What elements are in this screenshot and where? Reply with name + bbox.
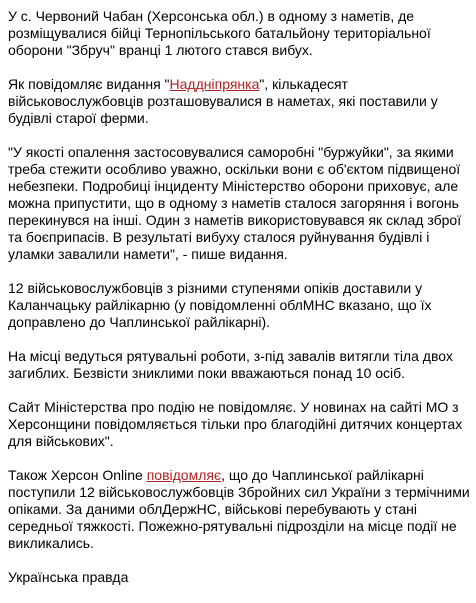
paragraph-6: Сайт Міністерства про подію не повідомляє. У новинах на сайті МО з Херсонщини повідомляється тільки про благодійні дитячих концертах для військових". <box>8 399 463 449</box>
paragraph-4: 12 військовослужбовців з різними ступенями опіків доставили у Каланчацьку райлікарню (у повідомленні облМНС вказано, що їх доправлено до Чаплинської райлікарні). <box>8 280 432 330</box>
naddniprianka-link[interactable]: Наддніпрянка <box>169 76 260 92</box>
paragraph-7-text-end: , що до Чаплинської райлікарні поступили 12 військовослужбовців Збройних сил України з термічними опіками. За даними облДержНС, військові перебувають у стані середньої тяжкості. Пожежно-рятувальні підрозділи на місце події не викликались. <box>8 467 470 551</box>
paragraph-2-text-start: Як повідомляє видання " <box>8 76 170 92</box>
paragraph-2-text-end: ", кількадесят військовослужбовців розташовувалися в наметах, які поставили у будівлі старої ферми. <box>8 76 438 126</box>
paragraph-7 <box>8 467 470 552</box>
source-attribution: Українська правда <box>8 569 129 585</box>
paragraph-3-quote: "У якості опалення застосовувалися саморобні "буржуйки", за якими треба стежити особливо уважно, оскільки вони є об'єктом підвищеної небезпеки. Подробиці інциденту Міністерство оборони приховує, але можна припустити, що в одному з наметів сталося загоряння і вогонь перекинувся на інші. Один з наметів використовувався як склад зброї та боєприпасів. В результаті вибуху сталося руйнування будівлі і уламки завалили намети", - пише видання. <box>8 144 462 262</box>
article-body <box>8 8 470 603</box>
povidomliaie-link[interactable]: повідомляє <box>146 467 222 483</box>
paragraph-7-text-start: Також Херсон Online <box>8 467 147 483</box>
paragraph-2 <box>8 76 470 127</box>
paragraph-1: У с. Червоний Чабан (Херсонська обл.) в одному з наметів, де розміщувалися бійці Тернопільського батальйону територіальної оборони "Збруч" вранці 1 лютого стався вибух. <box>8 8 431 58</box>
paragraph-5: На місці ведуться рятувальні роботи, з-під завалів витягли тіла двох загиблих. Безвісти зниклими поки вважаються понад 10 осіб. <box>8 348 453 381</box>
